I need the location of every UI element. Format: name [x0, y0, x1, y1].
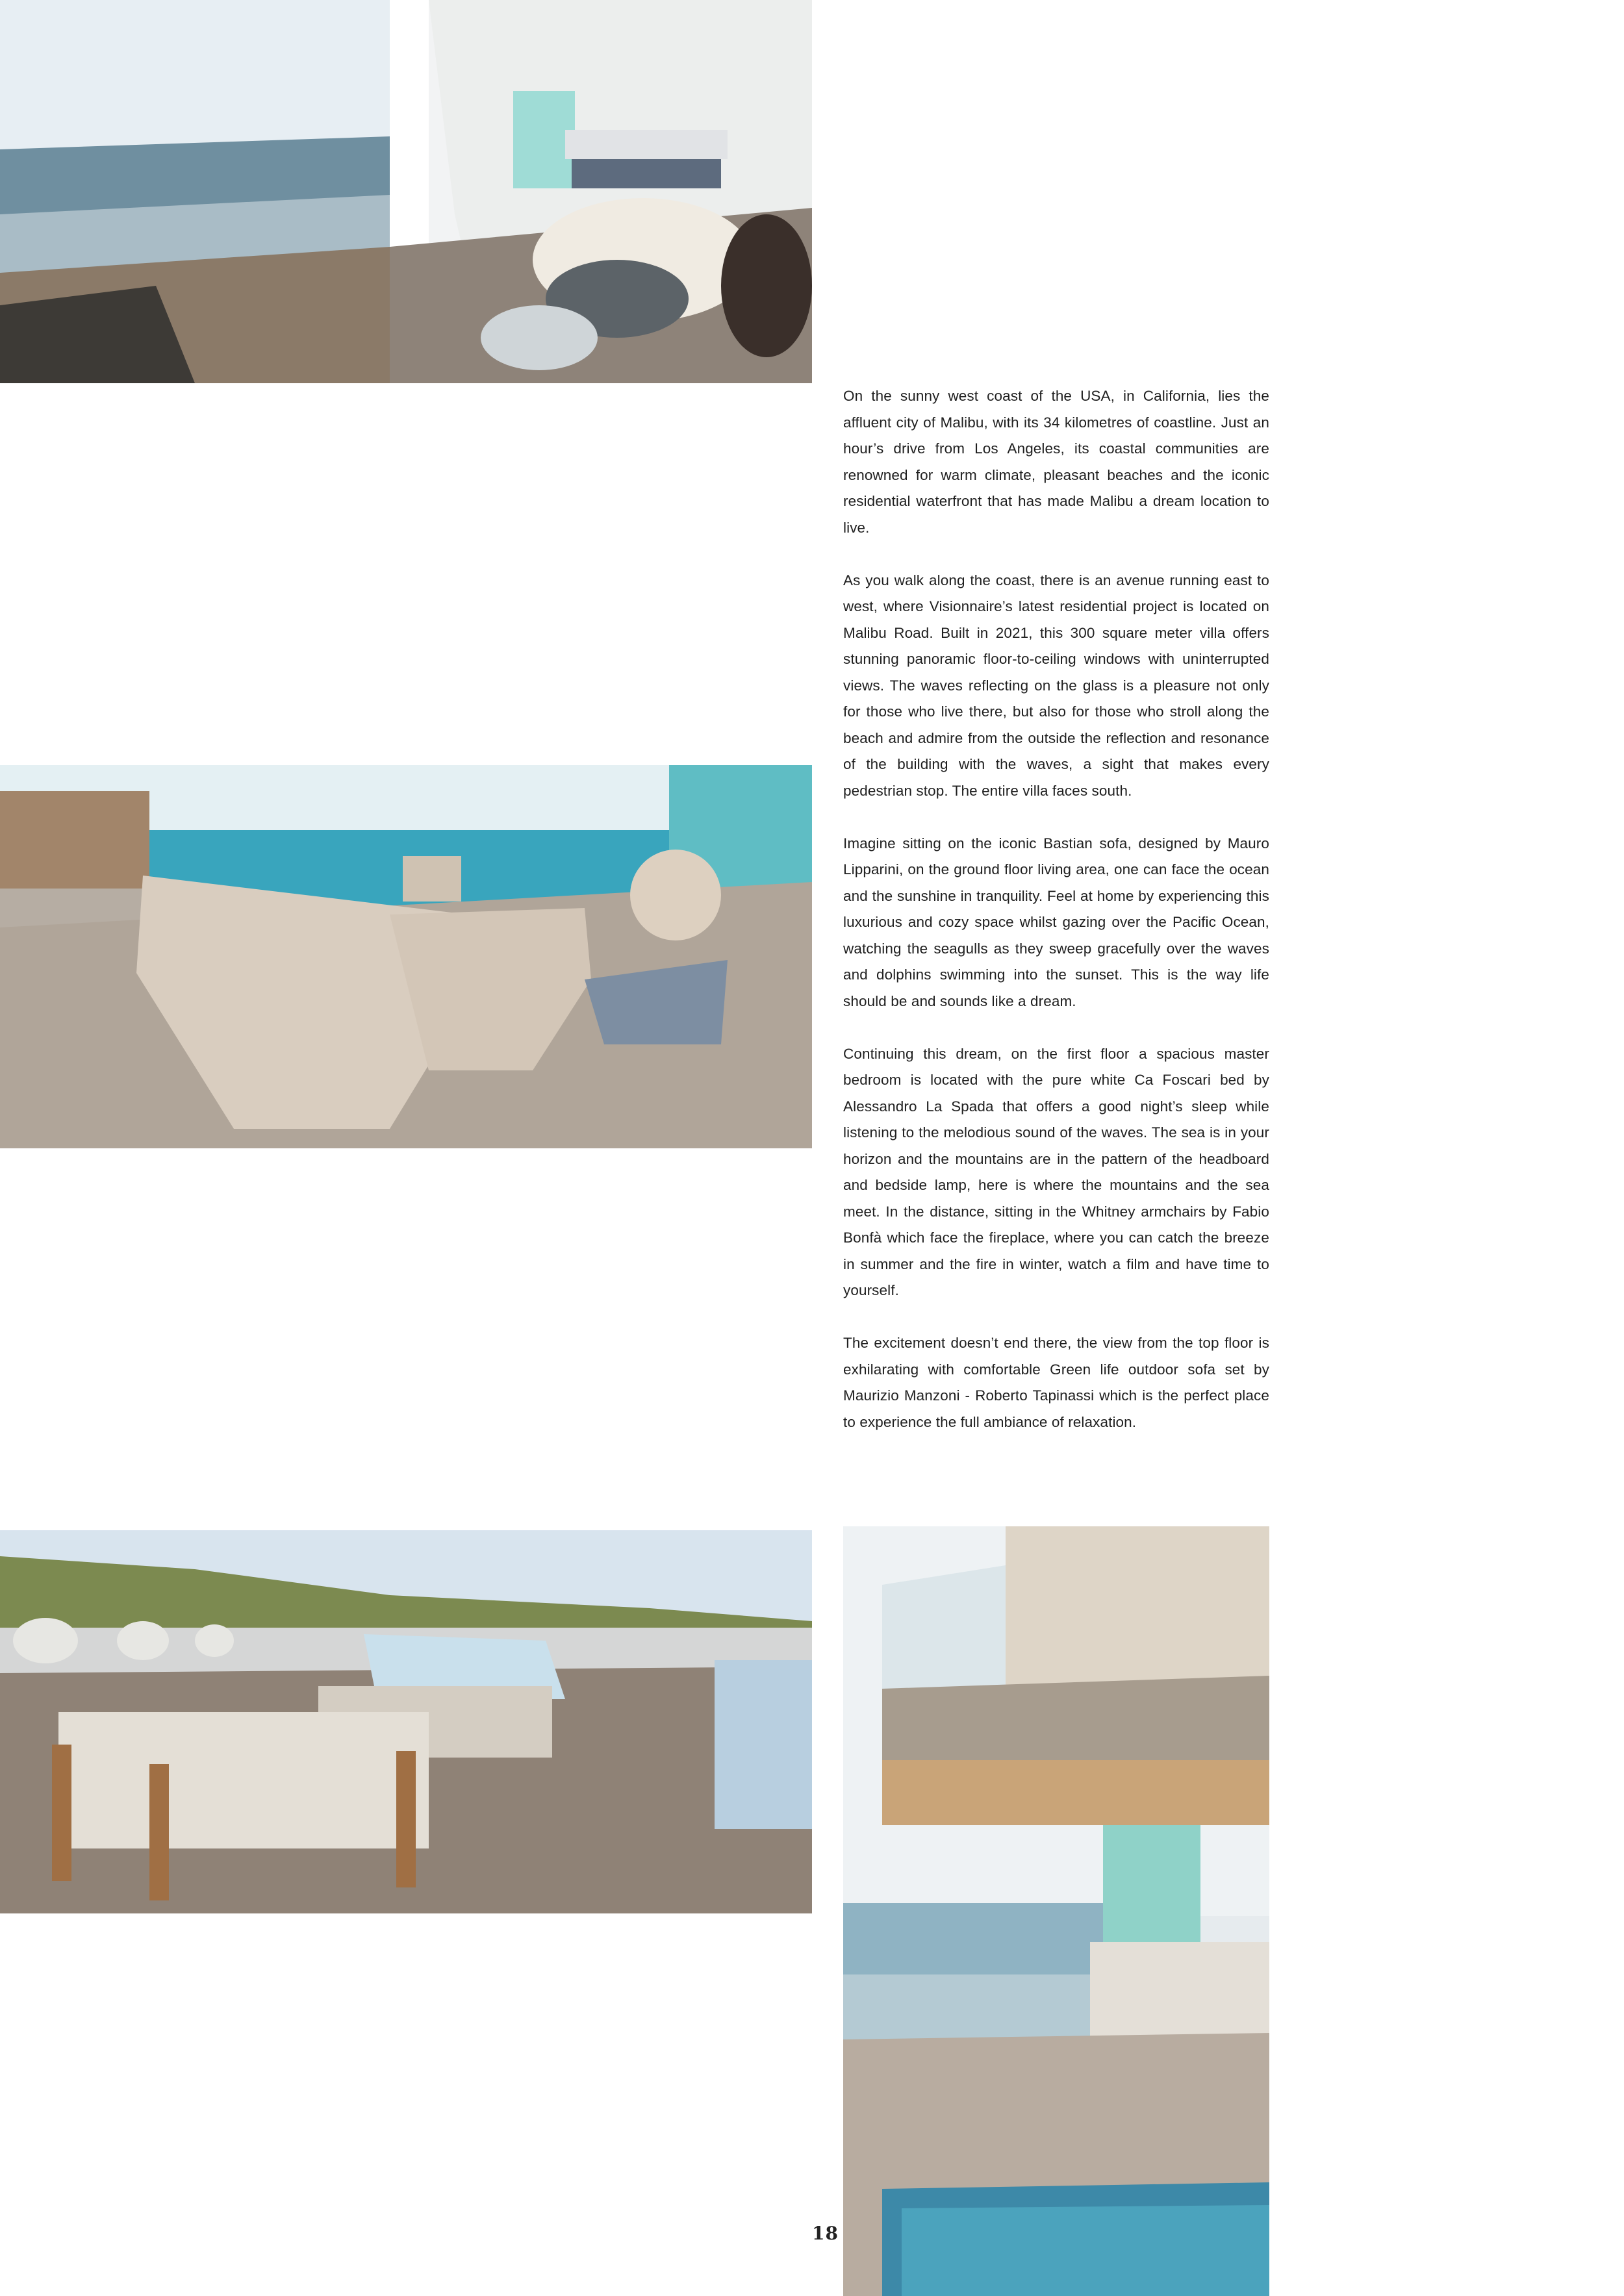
article-paragraph-4: Continuing this dream, on the first floor a spacious master bedroom is located with the pure white Ca Foscari bed by Alessandro La Spada that offers a good night’s sleep while listening to the melodious sound of the waves. The sea is in your horizon and the mountains are in the pattern of the headboard and bedside lamp, here is where the mountains and the sea meet. In the distance, sitting in the Whitney armchairs by Fabio Bonfà which face the fireplace, where you can catch the breeze in summer and the fire in winter, watch a film and have time to yourself. — [843, 1045, 1269, 1298]
article-paragraph-5: The excitement doesn’t end there, the view from the top floor is exhilarating with comfortable Green life outdoor sofa set by Maurizio Manzoni - Roberto Tapinassi which is the perfect place to experience the full ambiance of relaxation. — [843, 1335, 1269, 1430]
photo-villa-exterior-pool — [843, 1526, 1269, 2296]
photo-living-room-sofa — [0, 765, 812, 1148]
page-number: 18 — [812, 2223, 839, 2244]
article-paragraph-3: Imagine sitting on the iconic Bastian sofa, designed by Mauro Lipparini, on the ground floor living area, one can face the ocean and the sunshine in tranquility. Feel at home by experiencing this luxurious and cozy space whilst gazing over the Pacific Ocean, watching the seagulls as they sweep gracefully over the waves and dolphins swimming into the sunset. This is the way life should be and sounds like a dream. — [843, 835, 1269, 1009]
article-paragraph-2: As you walk along the coast, there is an avenue running east to west, where Visionnaire’s latest residential project is located on Malibu Road. Built in 2021, this 300 square meter villa offers stunning panoramic floor-to-ceiling windows with uninterrupted views. The waves reflecting on the glass is a pleasure not only for those who live there, but also for those who stroll along the beach and admire from the outside the reflection and resonance of the building with the waves, a sight that makes every pedestrian stop. The entire villa faces south. — [843, 572, 1269, 799]
article-paragraph-1: On the sunny west coast of the USA, in California, lies the affluent city of Malibu, with its 34 kilometres of coastline. Just an hour’s drive from Los Angeles, its coastal communities are renowned for warm climate, pleasant beaches and the iconic residential waterfront that has made Malibu a dream location to live. — [843, 388, 1269, 536]
article-text — [843, 383, 1269, 1462]
photo-bedroom-ocean-view — [0, 0, 812, 383]
photo-rooftop-terrace — [0, 1530, 812, 1913]
